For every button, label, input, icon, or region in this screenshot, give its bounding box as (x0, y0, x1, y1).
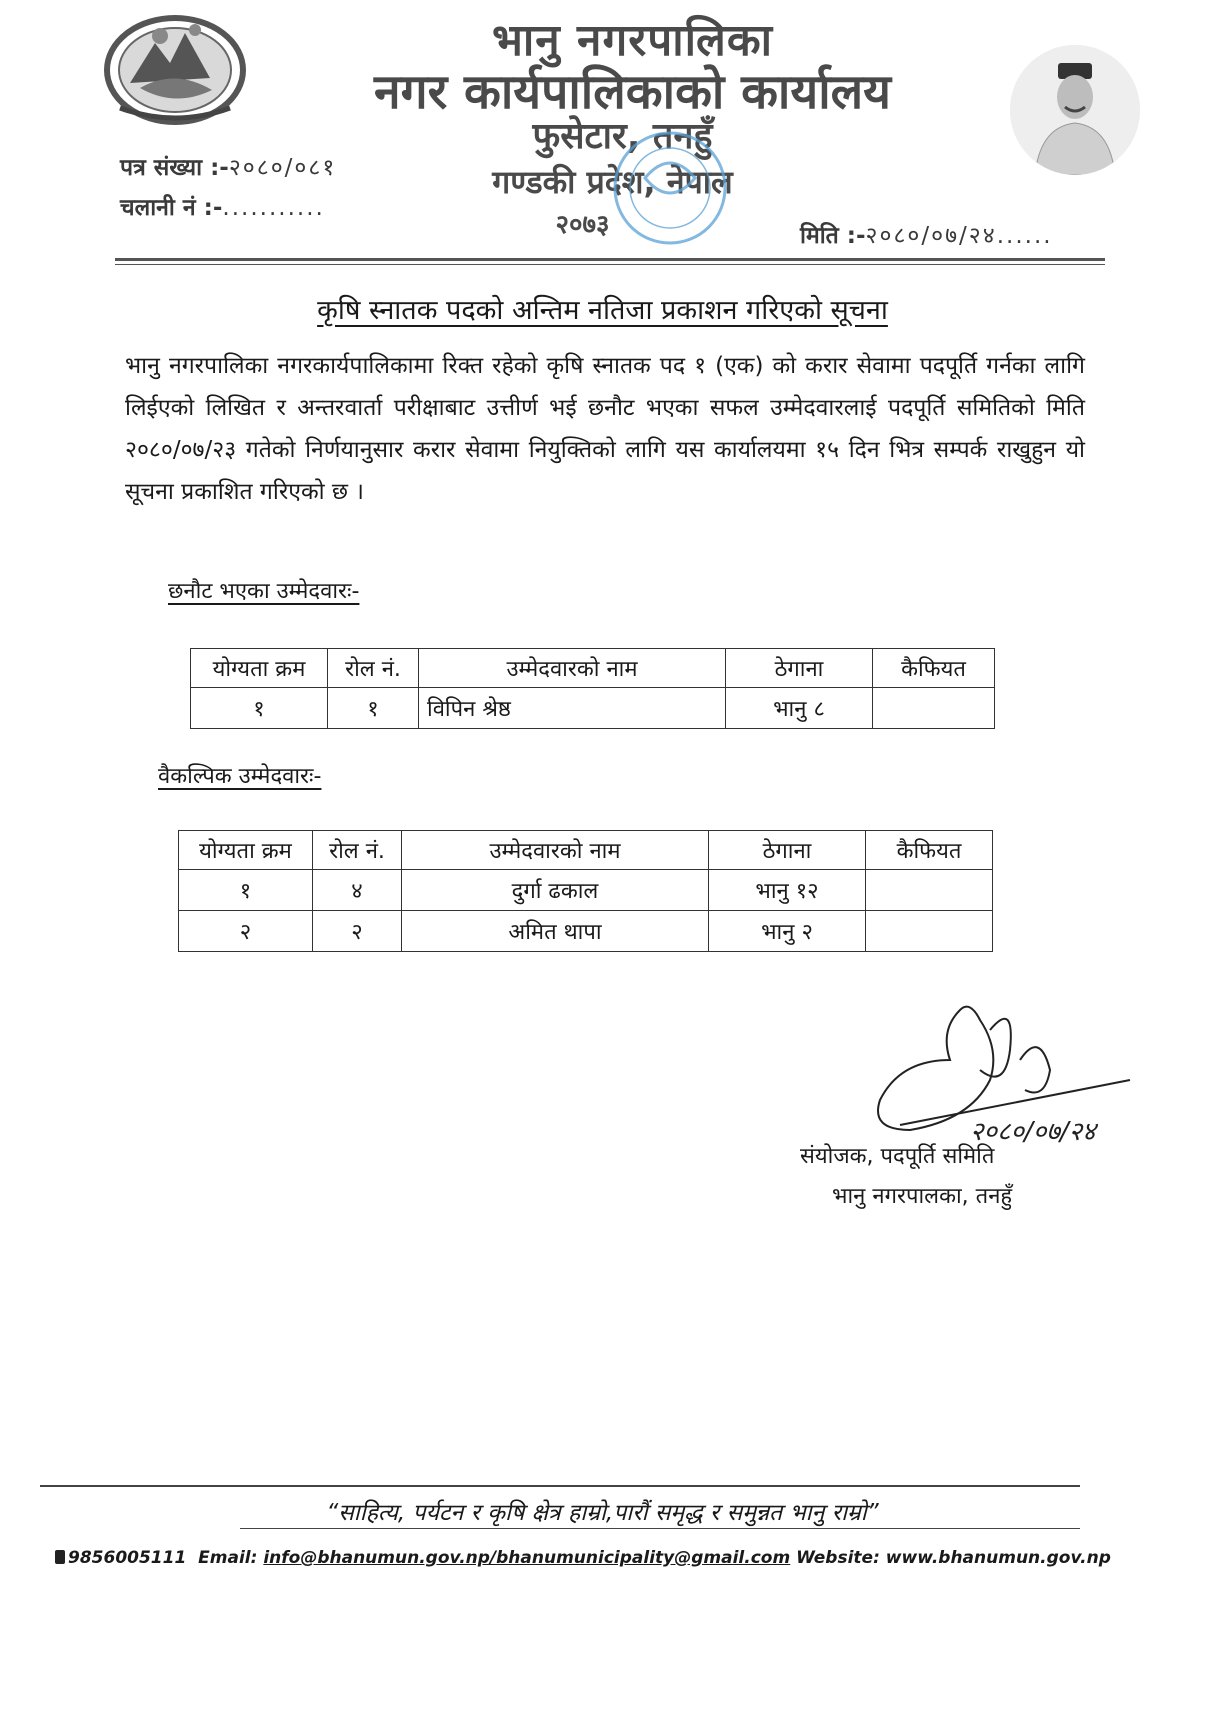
column-header-address: ठेगाना (709, 831, 866, 870)
footer-divider (40, 1485, 1080, 1487)
cell-roll: २ (313, 911, 402, 952)
letter-number-label: पत्र संख्या :- (120, 155, 229, 181)
table-header-row (179, 831, 993, 870)
dispatch-number-label: चलानी नं :- (120, 195, 223, 221)
column-header-remarks: कैफियत (873, 649, 995, 688)
column-header-rank: योग्यता क्रम (179, 831, 313, 870)
signatory-office: भानु नगरपालका, तनहुँ (832, 1184, 1013, 1209)
cell-name: अमित थापा (402, 911, 709, 952)
svg-text:२०८०/०७/२४: २०८०/०७/२४ (970, 1117, 1096, 1147)
footer-website-label: Website: (796, 1548, 880, 1568)
letter-number (120, 150, 336, 182)
column-header-roll: रोल नं. (328, 649, 419, 688)
phone-icon (55, 1550, 65, 1564)
cell-remarks (866, 870, 993, 911)
cell-address: भानु २ (709, 911, 866, 952)
table-row (191, 688, 995, 729)
letter-number-value: २०८०/०८१ (228, 155, 337, 181)
footer-phone: 9856005111 (68, 1548, 187, 1568)
cell-name: दुर्गा ढकाल (402, 870, 709, 911)
notice-body: भानु नगरपालिका नगरकार्यपालिकामा रिक्त रहेको कृषि स्नातक पद १ (एक) को करार सेवामा पदपूर्ति गर्नका लागि लिईएको लिखित र अन्तरवार्ता परीक्षाबाट उत्तीर्ण भई छनौट भएका सफल उम्मेदवारलाई पदपूर्ति समितिको मिति २०८०/०७/२३ गतेको निर्णयानुसार करार सेवामा नियुक्तिको लागि यस कार्यालयमा १५ दिन भित्र सम्पर्क राखुहुन यो सूचना प्रकाशित गरिएको छ । (125, 353, 1085, 505)
letter-date (800, 218, 1053, 250)
municipality-name: भानु नगरपालिका (491, 15, 774, 66)
established-year: २०७३ (555, 210, 610, 240)
signature-icon (840, 990, 1140, 1160)
cell-rank: १ (179, 870, 313, 911)
office-name: नगर कार्यपालिकाको कार्यालय (373, 64, 892, 120)
header-divider (115, 258, 1105, 261)
column-header-name: उम्मेदवारको नाम (419, 649, 726, 688)
selected-candidates-table (190, 648, 995, 729)
cell-roll: ४ (313, 870, 402, 911)
cell-address: भानु १२ (709, 870, 866, 911)
portrait-image (1010, 45, 1140, 175)
column-header-name: उम्मेदवारको नाम (402, 831, 709, 870)
cell-remarks (866, 911, 993, 952)
footer-motto: “साहित्य, पर्यटन र कृषि क्षेत्र हाम्रो,पारौं समृद्ध र समुन्नत भानु राम्रो” (326, 1500, 879, 1526)
province-name: गण्डकी प्रदेश, नेपाल (492, 163, 733, 201)
cell-rank: १ (191, 688, 328, 729)
footer-email-link[interactable]: info@bhanumun.gov.np/bhanumunicipality@gmail.com (263, 1548, 791, 1568)
cell-name: विपिन श्रेष्ठ (419, 688, 726, 729)
motto-divider (240, 1528, 1080, 1529)
dispatch-number-value: ........... (222, 195, 325, 221)
column-header-rank: योग्यता क्रम (191, 649, 328, 688)
alternate-candidates-heading: वैकल्पिक उम्मेदवारः- (158, 764, 322, 789)
dispatch-number (120, 190, 325, 222)
footer-email-label: Email: (198, 1548, 258, 1568)
table-row (179, 870, 993, 911)
header-divider-thin (115, 264, 1105, 265)
signatory-title: संयोजक, पदपूर्ति समिति (800, 1144, 995, 1169)
footer-contact (55, 1548, 1111, 1568)
office-location: फुसेटार, तनहुँ (532, 116, 713, 157)
table-header-row (191, 649, 995, 688)
cell-rank: २ (179, 911, 313, 952)
selected-candidates-heading: छनौट भएका उम्मेदवारः- (168, 579, 360, 604)
column-header-address: ठेगाना (726, 649, 873, 688)
notice-title: कृषि स्नातक पदको अन्तिम नतिजा प्रकाशन गरिएको सूचना (317, 295, 888, 326)
table-row (179, 911, 993, 952)
column-header-roll: रोल नं. (313, 831, 402, 870)
office-stamp-icon (600, 118, 740, 268)
cell-remarks (873, 688, 995, 729)
cell-address: भानु ८ (726, 688, 873, 729)
column-header-remarks: कैफियत (866, 831, 993, 870)
letter-date-value: २०८०/०७/२४...... (865, 223, 1053, 249)
letter-date-label: मिति :- (800, 223, 866, 249)
cell-roll: १ (328, 688, 419, 729)
footer-website-link[interactable]: www.bhanumun.gov.np (885, 1548, 1111, 1568)
alternate-candidates-table (178, 830, 993, 952)
